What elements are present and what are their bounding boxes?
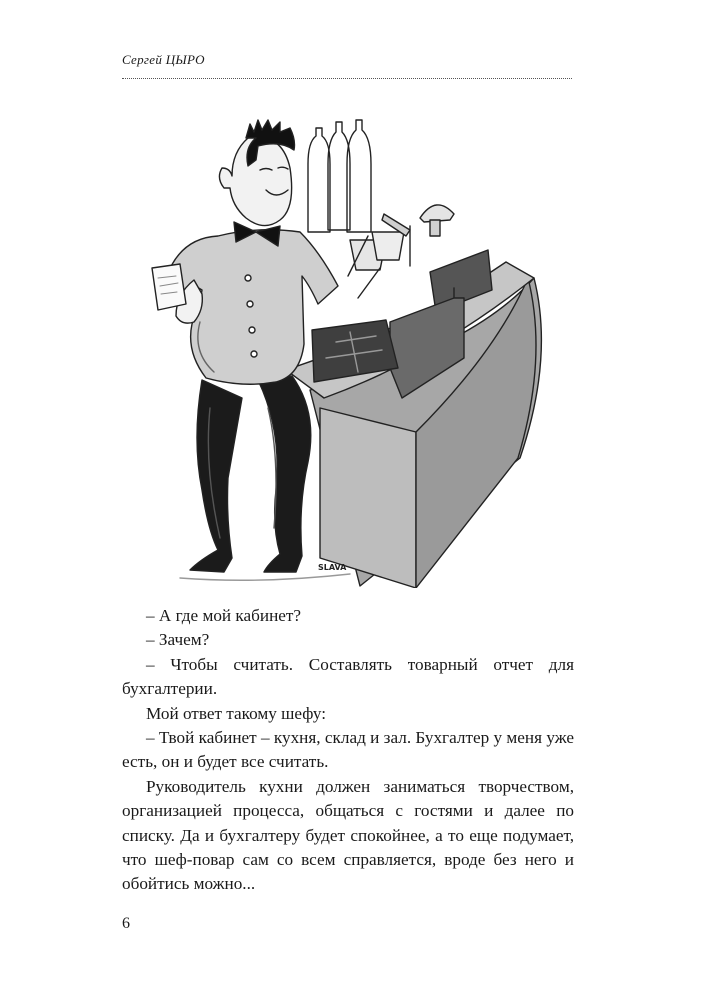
waiter-figure (152, 120, 338, 572)
artist-signature: SLAVA (318, 563, 347, 572)
paragraph: Руководитель кухни должен заниматься творчеством, организацией процесса, общаться с гостями и далее по списку. Да и бухгалтеру будет спокойнее, а то еще подумает, что шеф-повар сам со всем справляется, вроде без него и обойтись можно... (122, 776, 574, 894)
page-number: 6 (122, 915, 130, 932)
dialogue-line: – Зачем? (146, 630, 210, 650)
paragraph: Мой ответ такому шефу: (146, 703, 327, 723)
dialogue-line: – Чтобы считать. Составлять товарный отчет для бухгалтерии. (122, 654, 574, 699)
dialogue-line: – Твой кабинет – кухня, склад и зал. Бухгалтер у меня уже есть, он и будет все считать. (122, 728, 574, 772)
dialogue-line: – А где мой кабинет? (146, 606, 302, 625)
cartoon-illustration (140, 108, 560, 588)
header-divider (122, 78, 572, 79)
cup (372, 232, 404, 260)
bottles (308, 120, 371, 232)
running-title: Сергей ЦЫРО (122, 52, 205, 67)
body-text (122, 604, 574, 897)
bar-counter (286, 262, 541, 588)
